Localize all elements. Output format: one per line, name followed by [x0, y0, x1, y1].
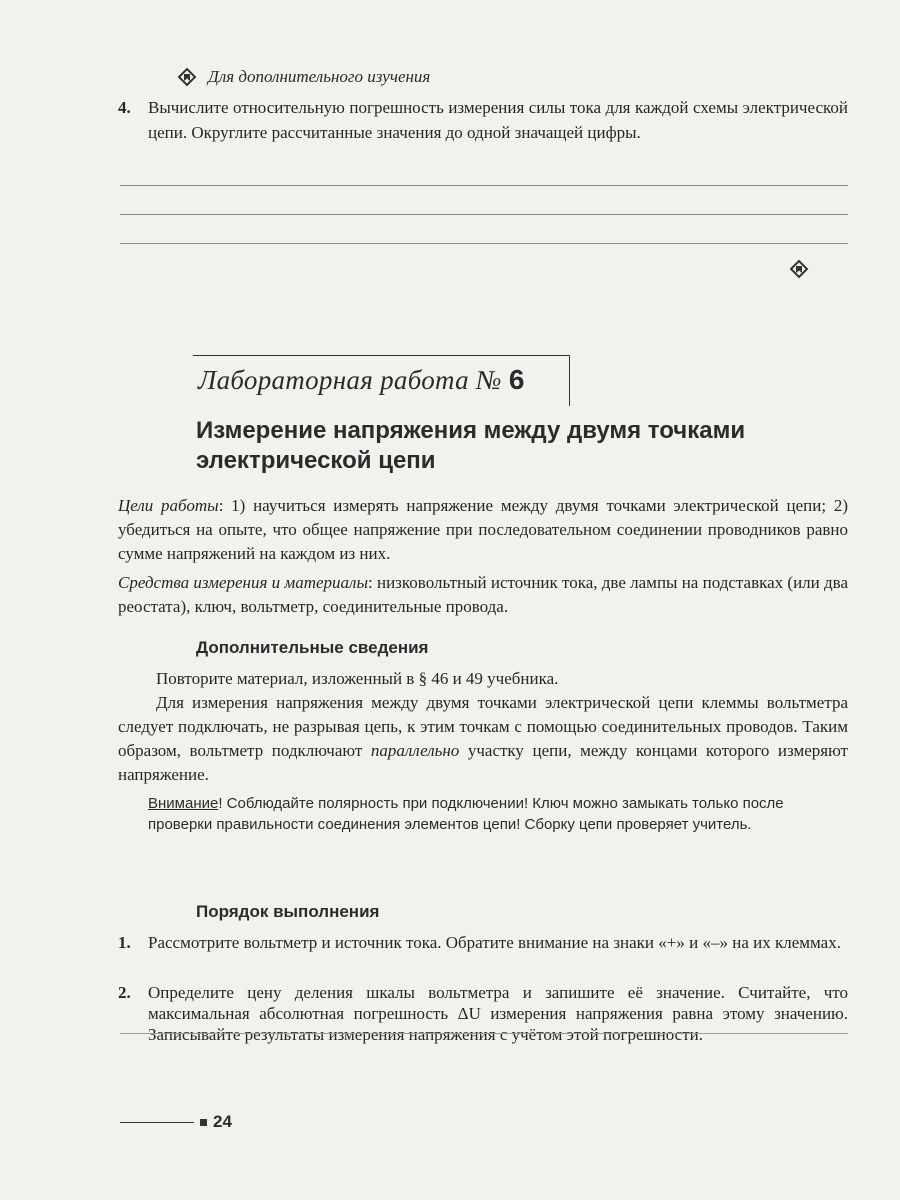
warning-label: Внимание — [148, 795, 219, 812]
extra-study-label: Для дополнительного изучения — [208, 67, 431, 86]
task-number: 4. — [118, 98, 131, 117]
goals-paragraph — [118, 494, 848, 566]
task-4 — [118, 95, 848, 145]
warning-text: ! Соблюдайте полярность при подключении! Ключ можно замыкать только после проверки правильности соединения элементов цепи! Сборку цепи проверяет учитель. — [148, 795, 784, 833]
lab-heading: Измерение напряжения между двумя точками электрической цепи — [196, 417, 746, 474]
page-number: 24 — [213, 1112, 232, 1131]
step-text: Рассмотрите вольтметр и источник тока. Обратите внимание на знаки «+» и «–» на их клеммах. — [148, 933, 841, 952]
additional-paragraph-1: Повторите материал, изложенный в § 46 и 49 учебника. — [156, 669, 559, 688]
goals-text: : 1) научиться измерять напряжение между двумя точками электрической цепи; 2) убедиться на опыте, что общее напряжение при последовательном соединении проводников равно сумме напряжений на каждом из них. — [118, 496, 848, 563]
additional-text-before: Для измерения напряжения между двумя точками электрической цепи клеммы вольтметра следует подключать, не разрывая цепь, к этим точкам с помощью соединительных проводов. Таким образом, вольтметр подключают — [118, 693, 848, 760]
extra-study-header — [176, 66, 430, 88]
answer-line[interactable] — [120, 214, 848, 215]
step-text: Определите цену деления шкалы вольтметра и запишите её значение. Считайте, что максимальная абсолютная погрешность ΔU измерения напряжения равна этому значению. Записывайте результаты измерения напряжения с учётом этой погрешности. — [148, 983, 848, 1044]
procedure-step — [118, 932, 848, 953]
diamond-bookmark-icon — [176, 66, 198, 88]
answer-line[interactable] — [120, 243, 848, 244]
step-number: 1. — [118, 933, 131, 952]
additional-paragraph-2 — [118, 691, 848, 787]
warning-note — [148, 793, 850, 835]
page-number-marker — [200, 1119, 207, 1126]
page-footer — [120, 1112, 232, 1132]
step-number: 2. — [118, 983, 131, 1002]
materials-paragraph — [118, 571, 848, 619]
additional-heading: Дополнительные сведения — [196, 638, 429, 657]
procedure-heading: Порядок выполнения — [196, 902, 380, 921]
page-number-rule — [120, 1122, 194, 1123]
additional-italic: параллельно — [370, 741, 460, 760]
materials-label: Средства измерения и материалы — [118, 573, 368, 592]
procedure-step — [118, 982, 848, 1045]
answer-line[interactable] — [120, 185, 848, 186]
lab-title-number: 6 — [508, 364, 525, 395]
materials-text: : низковольтный источник тока, две лампы на подставках (или два реостата), ключ, вольтметр, соединительные провода. — [118, 573, 849, 616]
goals-label: Цели работы — [118, 496, 219, 515]
lab-title-prefix: Лабораторная работа № — [198, 365, 502, 395]
lab-title — [198, 364, 525, 396]
additional-text-after: участку цепи, между концами которого измеряют напряжение. — [118, 741, 848, 784]
task-text: Вычислите относительную погрешность измерения силы тока для каждой схемы электрической цепи. Округлите рассчитанные значения до одной значащей цифры. — [148, 98, 848, 142]
footer-divider — [120, 1033, 848, 1034]
end-bookmark-icon — [788, 258, 810, 280]
